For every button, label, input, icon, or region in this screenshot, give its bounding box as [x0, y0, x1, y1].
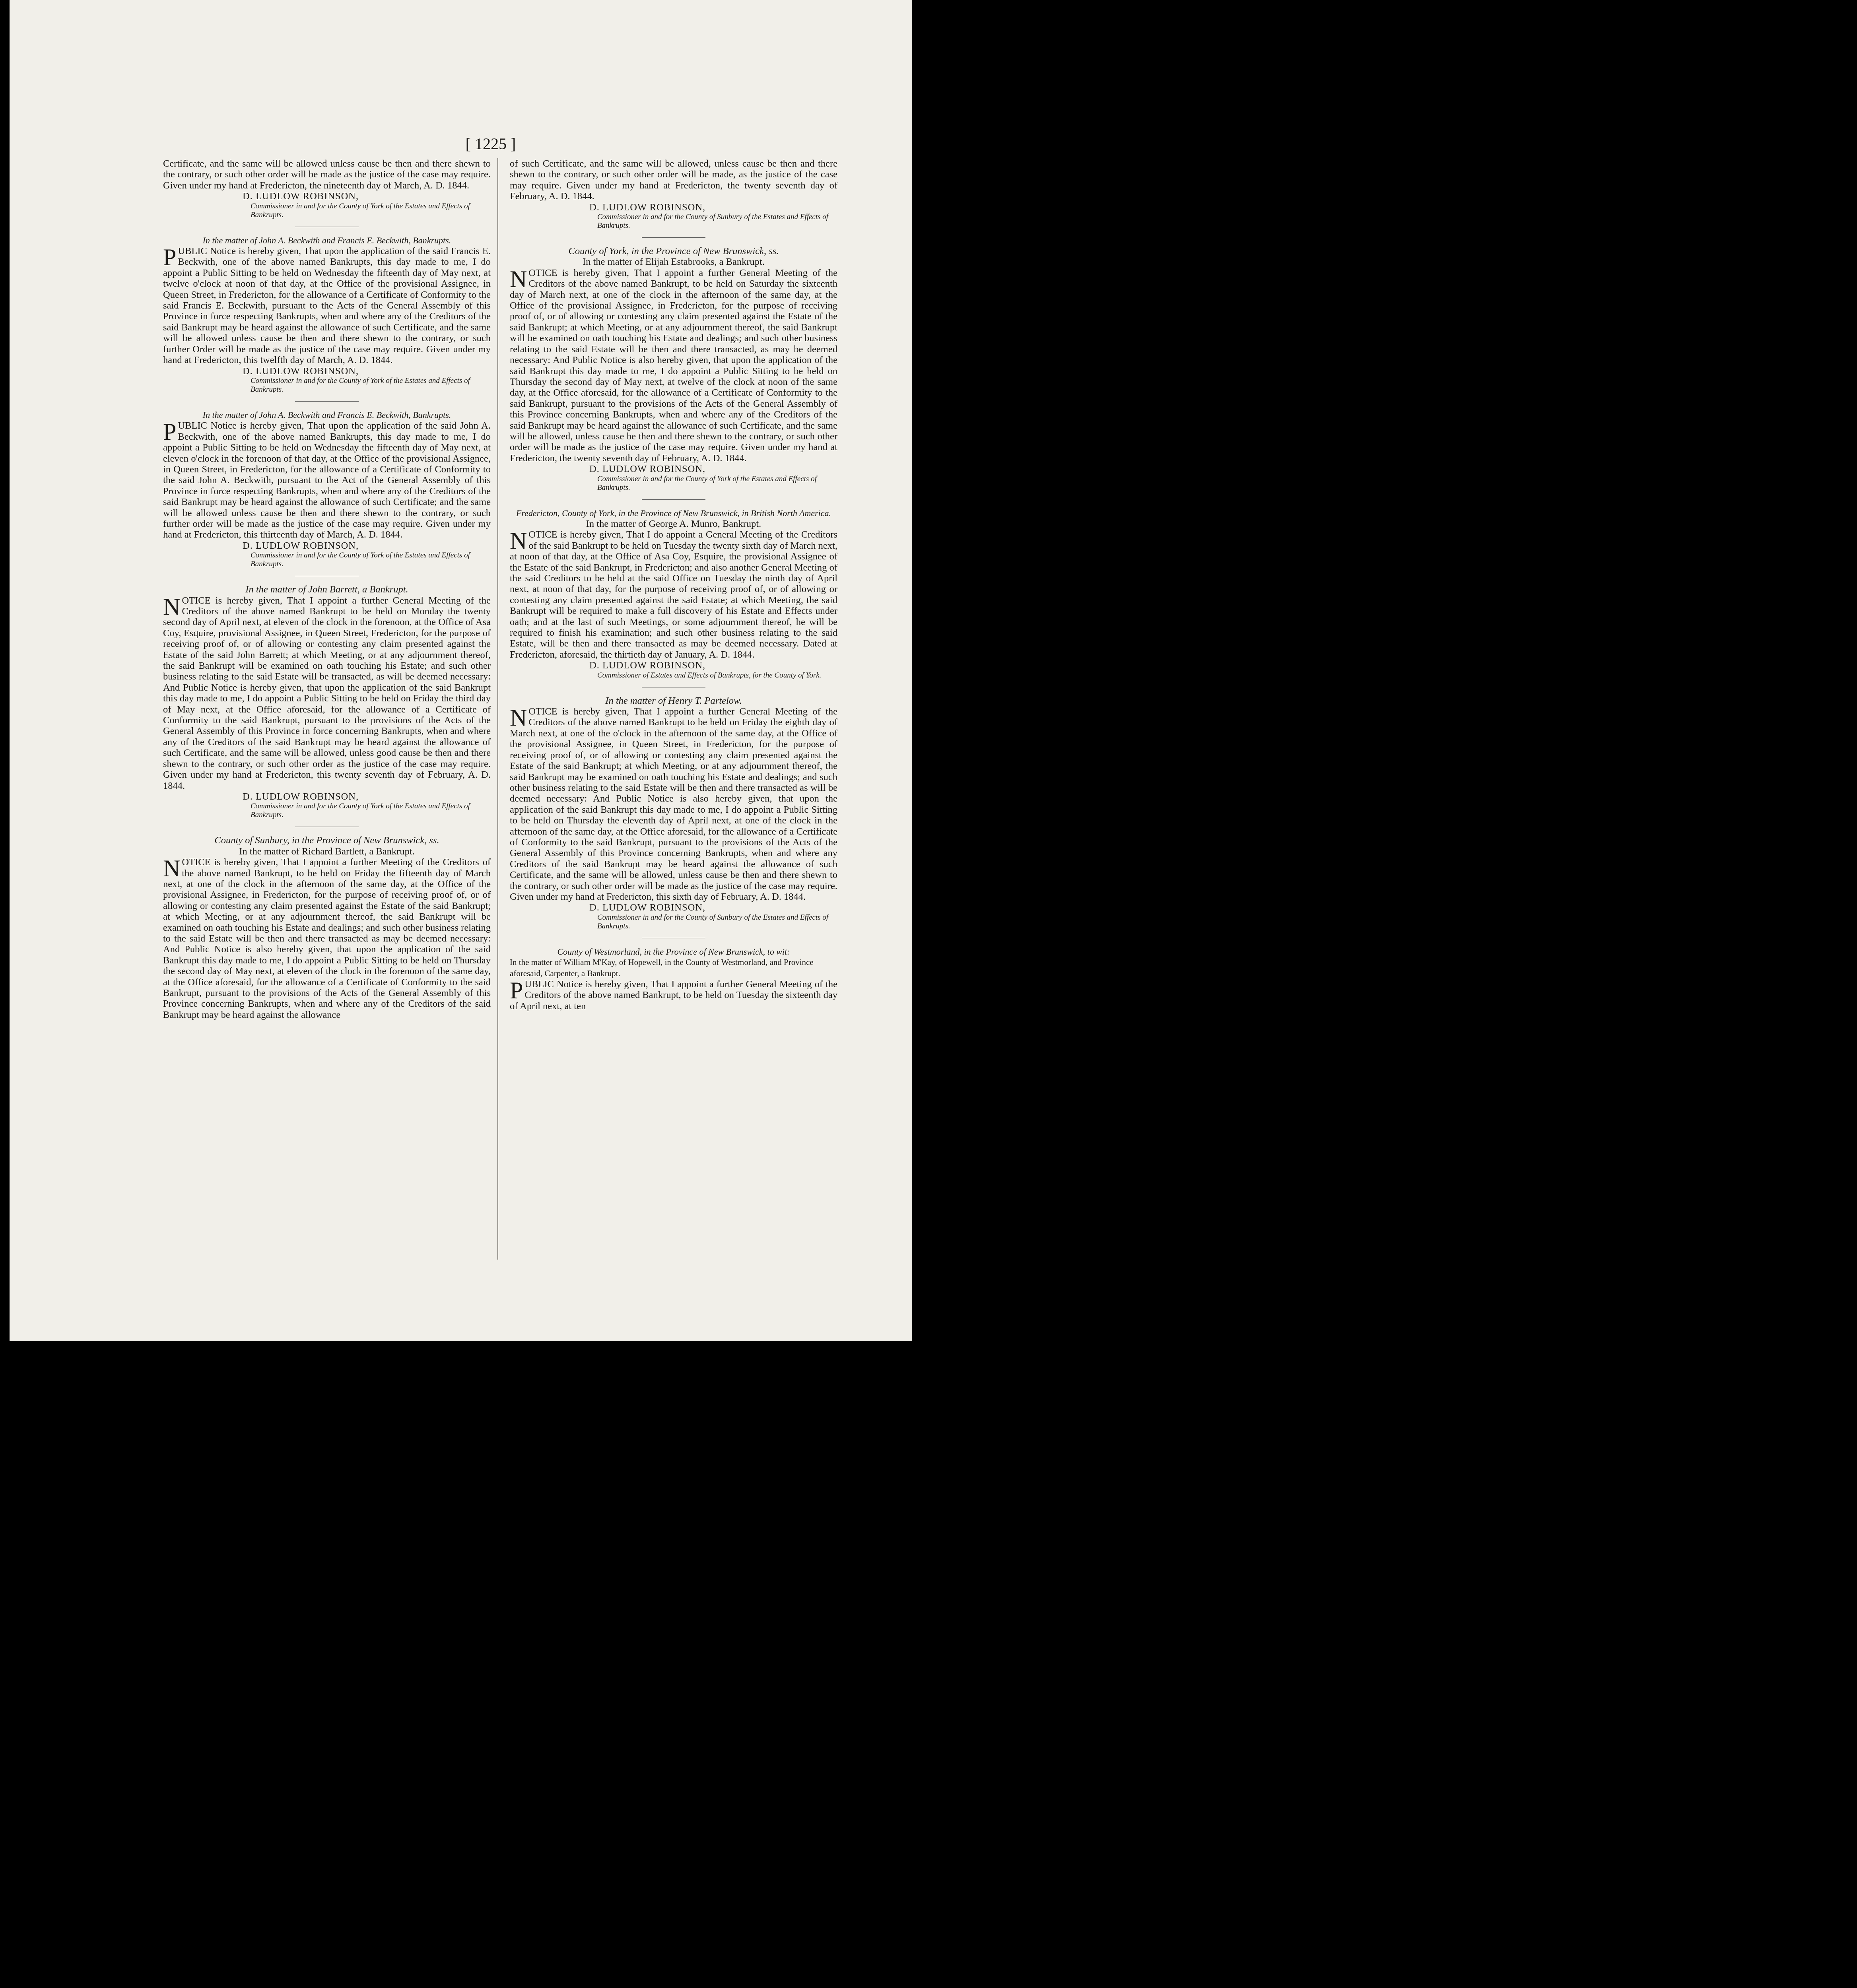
drop-cap: N: [510, 705, 527, 731]
notice-body: [163, 857, 491, 1020]
notice-heading: County of Westmorland, in the Province of New Brunswick, to wit:: [557, 946, 790, 957]
notice-subheading: In the matter of George A. Munro, Bankrupt.: [586, 518, 761, 529]
notice-text: of such Certificate, and the same will be allowed, unless cause be then and there shewn to the contrary, or such other order will be made, as the justice of the case may require. Given under my hand at Fredericton, the twenty seventh day of February, A. D. 1844.: [510, 158, 837, 202]
newspaper-page: [10, 0, 912, 1341]
signature: D. LUDLOW ROBINSON,: [243, 365, 359, 377]
signature: D. LUDLOW ROBINSON,: [589, 902, 706, 913]
signature-title: Commissioner in and for the County of York of the Estates and Effects of Bankrupts.: [251, 802, 470, 819]
signature-title: Commissioner in and for the County of York of the Estates and Effects of Bankrupts.: [597, 474, 817, 492]
notice-body: [510, 529, 837, 660]
notice-heading: In the matter of Henry T. Partelow.: [605, 695, 742, 706]
notice-body: [163, 595, 491, 791]
notice-body: [163, 246, 491, 365]
notice: [510, 695, 837, 931]
section-rule: [642, 237, 705, 238]
signature: D. LUDLOW ROBINSON,: [243, 791, 359, 802]
notice-body: [510, 706, 837, 902]
drop-cap: N: [510, 266, 527, 292]
notice: [510, 246, 837, 492]
notice: [510, 158, 837, 230]
notice-text: OTICE is hereby given, That I appoint a further General Meeting of the Creditors of the above named Bankrupt to be held on Monday the twenty second day of April next, at eleven of the clock in the forenoon, at the Office of Asa Coy, Esquire, provisional Assignee, in Queen Street, Fredericton, for the purpose of receiving proof of, or of allowing or contesting any claim presented against the Estate of the said John Barrett; at which Meeting, or at any adjournment thereof, the said Bankrupt will be examined on oath touching his Estate; and such other business relating to the said Estate will be transacted, as will be deemed necessary: And Public Notice is hereby given, that upon the application of the said Bankrupt this day made to me, I do appoint a Public Sitting to be held on Friday the third day of May next, at the Office aforesaid, for the allowance of a Certificate of Conformity to the said Bankrupt, pursuant to the provisions of the Acts of the General Assembly of this Province in force concerning Bankrupts, when and where any of the Creditors of the said Bankrupt may be heard against the allowance of such Certificate, and the same will be allowed, unless good cause be then and there shewn to the contrary, or such other order as the justice of the case may require. Given under my hand at Fredericton, this twenty seventh day of February, A. D. 1844.: [163, 595, 491, 791]
signature-title: Commissioner in and for the County of Sunbury of the Estates and Effects of Bankrupts.: [597, 913, 829, 930]
signature: D. LUDLOW ROBINSON,: [243, 191, 359, 202]
notice: [163, 410, 491, 569]
drop-cap: N: [163, 593, 181, 620]
notice-heading: County of Sunbury, in the Province of New Brunswick, ss.: [214, 835, 439, 846]
left-column: [163, 158, 491, 1027]
signature: D. LUDLOW ROBINSON,: [589, 202, 706, 213]
right-column: [510, 158, 837, 1019]
drop-cap: N: [510, 528, 527, 554]
drop-cap: P: [163, 419, 177, 445]
notice-subheading: In the matter of Richard Bartlett, a Bankrupt.: [239, 846, 415, 857]
notice: [510, 508, 837, 680]
notice-body: [510, 979, 837, 1011]
notice-heading: County of York, in the Province of New Brunswick, ss.: [568, 246, 779, 257]
notice-text: UBLIC Notice is hereby given, That upon the application of the said Francis E. Beckwith, one of the above named Bankrupts, this day made to me, I do appoint a Public Sitting to be held on Wednesday the fifteenth day of May next, at twelve o'clock at noon of that day, at the Office of the provisional Assignee, in Queen Street, in Fredericton, for the allowance of a Certificate of Conformity to the said Francis E. Beckwith, pursuant to the Acts of the General Assembly of this Province in force respecting Bankrupts, when and where any of the Creditors of the said Bankrupt may be heard against the allowance of such Certificate, and the same will be allowed unless cause be then and there shewn to the contrary, or such further Order will be made as the justice of the case may require. Given under my hand at Fredericton, this twelfth day of March, A. D. 1844.: [163, 246, 491, 366]
notice-subheading: In the matter of Elijah Estabrooks, a Bankrupt.: [583, 256, 765, 268]
column-divider: [497, 158, 498, 1260]
section-rule: [295, 401, 359, 402]
notice-heading: In the matter of John A. Beckwith and Francis E. Beckwith, Bankrupts.: [202, 235, 451, 245]
signature-title: Commissioner in and for the County of York of the Estates and Effects of Bankrupts.: [251, 376, 470, 394]
signature: D. LUDLOW ROBINSON,: [589, 464, 706, 475]
signature: D. LUDLOW ROBINSON,: [243, 540, 359, 551]
notice-text: OTICE is hereby given, That I appoint a further Meeting of the Creditors of the above named Bankrupt, to be held on Friday the fifteenth day of March next, at one of the clock in the afternoon of the same day, at the Office of the provisional Assignee, in Fredericton, for the purpose of receiving proof of, or of allowing or contesting any claim presented against the Estate of the said Bankrupt; at which Meeting, or at any adjournment thereof, the said Bankrupt will be examined on oath touching his Estate and dealings; and such other business relating to the said Estate will be then and there transacted as may be deemed necessary: And Public Notice is also hereby given, that upon the application of the said Bankrupt this day made to me, I do appoint a Public Sitting to be held on Thursday the second day of May next, at eleven of the clock in the forenoon of the same day, at the Office aforesaid, for the allowance of a Certificate of Conformity to the said Bankrupt, pursuant to the provisions of the Acts of the General Assembly of this Province concerning Bankrupts, when and where any of the Creditors of the said Bankrupt may be heard against the allowance: [163, 857, 491, 1020]
notice: [163, 235, 491, 394]
signature-title: Commissioner of Estates and Effects of Bankrupts, for the County of York.: [597, 671, 822, 679]
notice-text: OTICE is hereby given, That I do appoint a General Meeting of the Creditors of the said Bankrupt to be held on Tuesday the twenty sixth day of March next, at noon of that day, at the Office of Asa Coy, Esquire, the provisional Assignee of the Estate of the said Bankrupt, in Fredericton; and also another General Meeting of the said Creditors to be held at the said Office on Tuesday the ninth day of April next, at noon of that day, for the purpose of receiving proof of, or of allowing or contesting any claim presented against the said Estate; at which Meeting, the said Bankrupt will be required to make a full discovery of his Estate and Effects under oath; and at the last of such Meetings, or some adjournment thereof, he will be required to finish his examination; and such other business relating to the said Estate, will be then and there transacted as may be deemed necessary. Dated at Fredericton, aforesaid, the thirtieth day of January, A. D. 1844.: [510, 529, 837, 660]
signature-title: Commissioner in and for the County of York of the Estates and Effects of Bankrupts.: [251, 202, 470, 219]
drop-cap: N: [163, 855, 181, 882]
signature-title: Commissioner in and for the County of Sunbury of the Estates and Effects of Bankrupts.: [597, 213, 829, 230]
notice-heading: Fredericton, County of York, in the Province of New Brunswick, in British North America.: [516, 508, 831, 518]
drop-cap: P: [510, 977, 523, 1004]
notice-body: [510, 158, 837, 202]
notice-subheading: In the matter of William M'Kay, of Hopewell, in the County of Westmorland, and Province aforesaid, Carpenter, a Bankrupt.: [510, 957, 814, 978]
notice: [163, 584, 491, 819]
signature: D. LUDLOW ROBINSON,: [589, 660, 706, 671]
section-rule: [642, 499, 705, 500]
notice-heading: In the matter of John A. Beckwith and Francis E. Beckwith, Bankrupts.: [202, 410, 451, 420]
notice-text: UBLIC Notice is hereby given, That upon the application of the said John A. Beckwith, one of the above named Bankrupts, this day made to me, I do appoint a Public Sitting to be held on Wednesday the fifteenth day of May next, at eleven o'clock in the forenoon of that day, at the Office of the provisional Assignee, in Queen Street, in Fredericton, for the allowance of a Certificate of Conformity to the said John A. Beckwith, pursuant to the Act of the General Assembly of this Province in force respecting Bankrupts, when and where any of the Creditors of the said Bankrupt may be heard against the allowance of such Certificate; and the same will be allowed unless cause be then and there shewn to the contrary, or such further order will be made as the justice of the case may require. Given under my hand at Fredericton, this thirteenth day of March, A. D. 1844.: [163, 420, 491, 540]
notice: [163, 835, 491, 1020]
notice: [510, 946, 837, 1011]
page-number: [ 1225 ]: [465, 135, 516, 153]
notice: [163, 158, 491, 219]
notice-body: [510, 268, 837, 464]
notice-body: [163, 420, 491, 540]
notice-heading: In the matter of John Barrett, a Bankrupt.: [245, 584, 408, 595]
signature-title: Commissioner in and for the County of York of the Estates and Effects of Bankrupts.: [251, 551, 470, 569]
drop-cap: P: [163, 244, 177, 271]
notice-text: Certificate, and the same will be allowed unless cause be then and there shewn to the contrary, or such other order will be made as the justice of the case may require. Given under my hand at Fredericton, the nineteenth day of March, A. D. 1844.: [163, 158, 491, 191]
notice-text: OTICE is hereby given, That I appoint a further General Meeting of the Creditors of the above named Bankrupt to be held on Friday the eighth day of March next, at one of the o'clock in the afternoon of the same day, at the Office of the provisional Assignee, in Queen Street, in Fredericton, for the purpose of receiving proof of, or of allowing or contesting any claim presented against the Estate of the said Bankrupt; at which Meeting, or at any adjournment thereof, the said Bankrupt may be examined on oath touching his Estate and dealings; and such other business relating to the said Estate will be then and there transacted as will be deemed necessary: And Public Notice is also hereby given, that upon the application of the said Bankrupt this day made to me, I do appoint a Public Sitting to be held on Thursday the eleventh day of April next, at one of the clock in the afternoon of the same day, at the Office aforesaid, for the allowance of a Certificate of Conformity to the said Bankrupt, pursuant to the provisions of the Acts of the General Assembly of this Province concerning Bankrupts, when and where any Creditors of the said Bankrupt may be heard against the allowance of such Certificate, and the same will be allowed, unless cause be then and there shewn to the contrary, or such other order will be made as the justice of the case may require. Given under my hand at Fredericton, this sixth day of February, A. D. 1844.: [510, 706, 837, 902]
notice-text: OTICE is hereby given, That I appoint a further General Meeting of the Creditors of the above named Bankrupt, to be held on Saturday the sixteenth day of March next, at one of the clock in the afternoon of the same day, at the Office of the provisional Assignee, in Fredericton, for the purpose of receiving proof of, or of allowing or contesting any claim presented against the Estate of the said Bankrupt; at which Meeting, or at any adjournment thereof, the said Bankrupt will be examined on oath touching his Estate and dealings; and such other business relating to the said Estate will be then and there transacted, as may be deemed necessary: And Public Notice is also hereby given, that upon the application of the said Bankrupt this day made to me, I do appoint a Public Sitting to be held on Thursday the second day of May next, at twelve of the clock at noon of the same day, at the Office aforesaid, for the allowance of a Certificate of Conformity to the said Bankrupt, pursuant to the provisions of the Acts of the General Assembly of this Province concerning Bankrupts, when and where any of the Creditors of the said Bankrupt may be heard against the allowance of such Certificate, and the same will be allowed, unless cause be then and there shewn to the contrary, or such other order will be made as the justice of the case may require. Given under my hand at Fredericton, the twenty seventh day of February, A. D. 1844.: [510, 267, 837, 464]
notice-body: [163, 158, 491, 191]
notice-text: UBLIC Notice is hereby given, That I appoint a further General Meeting of the Creditors of the above named Bankrupt, to be held on Tuesday the sixteenth day of April next, at ten: [510, 979, 837, 1011]
